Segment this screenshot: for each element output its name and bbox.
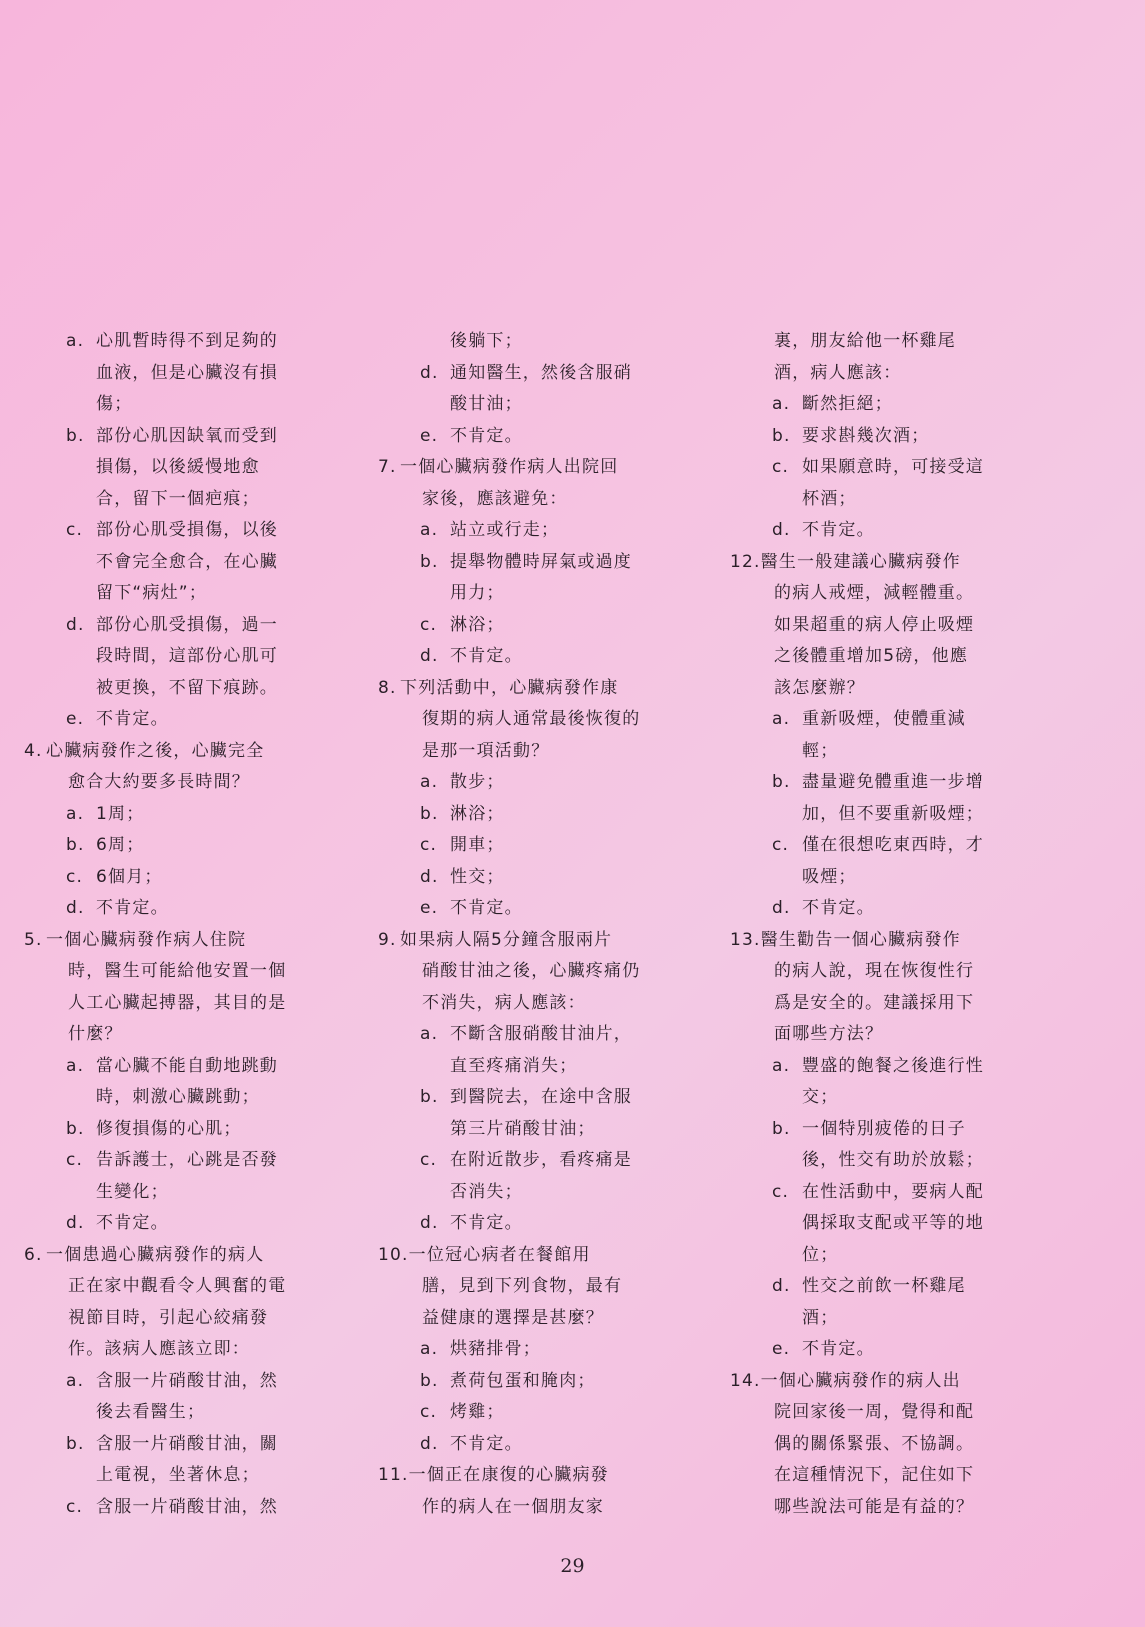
- question-continuation: [752, 578, 1070, 610]
- question-line: 4. 心臟病發作之後，心臟完全: [24, 740, 265, 761]
- option-line: [46, 1051, 364, 1083]
- option-line: [400, 358, 718, 390]
- option-continuation: [46, 389, 364, 421]
- option-line: [46, 515, 364, 547]
- option-label: d.: [420, 1213, 439, 1233]
- option-line: [400, 1429, 718, 1461]
- question-continuation: [752, 956, 1070, 988]
- question-line: 7. 一個心臟病發作病人出院回: [378, 457, 619, 477]
- line-text: 吸煙；: [802, 866, 857, 887]
- line-text: 酸甘油；: [450, 394, 523, 414]
- line-text: 部份心肌受損傷，過一: [96, 614, 278, 635]
- line-text: 被更換，不留下痕跡。: [96, 677, 278, 698]
- question-continuation: [46, 1019, 364, 1051]
- line-text: 不肯定。: [96, 898, 169, 918]
- line-text: 段時間，這部份心肌可: [96, 646, 278, 666]
- line-text: 在這種情況下，記住如下: [774, 1465, 975, 1485]
- option-label: c.: [420, 835, 438, 855]
- option-continuation: [752, 1082, 1070, 1114]
- question-continuation: [400, 704, 718, 736]
- option-label: c.: [772, 1181, 790, 1202]
- question-continuation: [752, 1397, 1070, 1429]
- line-text: 1周；: [96, 803, 145, 824]
- question-continuation: [752, 1429, 1070, 1461]
- line-text: 院回家後一周，覺得和配: [774, 1402, 975, 1422]
- question-number: 12.: [730, 551, 761, 572]
- line-text: 酒；: [802, 1307, 839, 1328]
- option-continuation: [400, 389, 718, 421]
- line-text: 含服一片硝酸甘油，然: [96, 1370, 278, 1391]
- line-text: 告訴護士，心跳是否發: [96, 1150, 278, 1170]
- option-line: [46, 1429, 364, 1461]
- line-text: 一個心臟病發作病人住院: [46, 929, 247, 950]
- option-line: [400, 1145, 718, 1177]
- option-line: [400, 1334, 718, 1366]
- line-text: 正在家中觀看令人興奮的電: [68, 1276, 287, 1296]
- option-line: [400, 767, 718, 799]
- option-label: b.: [420, 551, 439, 572]
- option-label: a.: [772, 1055, 791, 1076]
- line-text: 時，刺激心臟跳動；: [96, 1087, 260, 1107]
- option-line: [400, 421, 718, 453]
- line-text: 煮荷包蛋和腌肉；: [450, 1370, 596, 1391]
- option-line: [46, 421, 364, 453]
- line-text: 性交；: [450, 866, 505, 887]
- line-text: 心肌暫時得不到足夠的: [96, 331, 278, 351]
- option-label: d.: [66, 898, 85, 918]
- line-text: 的病人戒煙，減輕體重。: [774, 583, 975, 603]
- page-number: 29: [560, 1555, 585, 1577]
- line-text: 裏，朋友給他一杯雞尾: [774, 331, 956, 351]
- option-continuation: [400, 1051, 718, 1083]
- line-text: 站立或行走；: [450, 520, 560, 540]
- line-text: 位；: [802, 1244, 839, 1265]
- question-number: 11.: [378, 1465, 409, 1485]
- line-text: 輕；: [802, 740, 839, 761]
- question-continuation: [46, 1271, 364, 1303]
- line-text: 不消失，病人應該：: [422, 992, 586, 1013]
- question-continuation: [752, 641, 1070, 673]
- line-text: 6周；: [96, 835, 145, 855]
- option-line: [752, 893, 1070, 925]
- option-line: [400, 1366, 718, 1398]
- line-text: 用力；: [450, 583, 505, 603]
- option-continuation: [752, 1240, 1070, 1272]
- line-text: 不會完全愈合，在心臟: [96, 551, 278, 572]
- line-text: 不肯定。: [96, 709, 169, 729]
- question-continuation: [400, 484, 718, 516]
- line-text: 當心臟不能自動地跳動: [96, 1055, 278, 1076]
- line-text: 淋浴；: [450, 614, 505, 635]
- option-label: a.: [420, 1024, 439, 1044]
- option-label: a.: [66, 1055, 85, 1076]
- option-label: a.: [420, 520, 439, 540]
- line-text: 硝酸甘油之後，心臟疼痛仍: [422, 961, 641, 981]
- option-line: [46, 610, 364, 642]
- option-continuation: [400, 1177, 718, 1209]
- question-continuation: [752, 326, 1070, 358]
- option-line: [46, 893, 364, 925]
- line-text: 一個特別疲倦的日子: [802, 1118, 966, 1139]
- option-line: [46, 862, 364, 894]
- question-continuation: [46, 767, 364, 799]
- line-text: 酒，病人應該：: [774, 362, 902, 383]
- line-text: 到醫院去，在途中含服: [450, 1087, 632, 1107]
- option-line: [46, 1492, 364, 1524]
- option-continuation: [46, 1460, 364, 1492]
- line-text: 膳，見到下列食物，最有: [422, 1276, 623, 1296]
- line-text: 性交之前飲一杯雞尾: [802, 1276, 966, 1296]
- option-continuation: [752, 799, 1070, 831]
- line-text: 合，留下一個疤痕；: [96, 488, 260, 509]
- line-text: 是那一項活動？: [422, 740, 550, 761]
- line-text: 一位冠心病者在餐館用: [408, 1244, 591, 1265]
- line-text: 心臟病發作之後，心臟完全: [46, 740, 265, 761]
- line-text: 杯酒；: [802, 488, 857, 509]
- option-label: e.: [772, 1339, 791, 1359]
- question-continuation: [400, 1492, 718, 1524]
- question-continuation: [752, 1019, 1070, 1051]
- question-continuation: [752, 673, 1070, 705]
- option-label: c.: [420, 614, 438, 635]
- line-text: 之後體重增加5磅，他應: [774, 646, 969, 666]
- line-text: 盡量避免體重進一步增: [802, 772, 984, 792]
- option-continuation: [46, 484, 364, 516]
- line-text: 不肯定。: [450, 425, 523, 446]
- option-label: c.: [772, 457, 790, 477]
- line-text: 交；: [802, 1087, 839, 1107]
- option-label: c.: [772, 835, 790, 855]
- line-text: 一個正在康復的心臟病發: [408, 1465, 609, 1485]
- line-text: 提舉物體時屏氣或過度: [450, 551, 632, 572]
- question-number: 13.: [730, 929, 761, 950]
- option-line: [46, 1208, 364, 1240]
- line-text: 不肯定。: [450, 1433, 523, 1454]
- line-text: 生變化；: [96, 1181, 169, 1202]
- line-text: 6個月；: [96, 866, 163, 887]
- question-continuation: [752, 988, 1070, 1020]
- line-text: 復期的病人通常最後恢復的: [422, 709, 641, 729]
- line-text: 修復損傷的心肌；: [96, 1118, 242, 1139]
- option-continuation: [46, 673, 364, 705]
- option-label: a.: [66, 331, 85, 351]
- question-continuation: [46, 956, 364, 988]
- line-text: 直至疼痛消失；: [450, 1055, 578, 1076]
- option-line: [400, 1208, 718, 1240]
- option-label: b.: [66, 1118, 85, 1139]
- line-text: 一個心臟病發作的病人出: [760, 1370, 961, 1391]
- option-continuation: [46, 358, 364, 390]
- option-continuation: [752, 1208, 1070, 1240]
- line-text: 部份心肌受損傷，以後: [96, 520, 278, 540]
- line-text: 醫生一般建議心臟病發作: [760, 551, 961, 572]
- option-line: [752, 1114, 1070, 1146]
- column-3: [730, 326, 1070, 1523]
- option-line: [400, 1082, 718, 1114]
- option-line: [400, 1019, 718, 1051]
- question-number: 14.: [730, 1370, 761, 1391]
- line-text: 的病人說，現在恢復性行: [774, 961, 975, 981]
- option-line: [400, 830, 718, 862]
- line-text: 豐盛的飽餐之後進行性: [802, 1055, 984, 1076]
- option-label: d.: [772, 1276, 791, 1296]
- option-continuation: [46, 452, 364, 484]
- option-line: [400, 641, 718, 673]
- line-text: 視節目時，引起心絞痛發: [68, 1307, 269, 1328]
- option-label: d.: [420, 1433, 439, 1454]
- line-text: 如果病人隔5分鐘含服兩片: [400, 929, 613, 950]
- option-continuation: [752, 1145, 1070, 1177]
- line-text: 一個心臟病發作病人出院回: [400, 457, 619, 477]
- option-line: [46, 799, 364, 831]
- option-label: d.: [420, 362, 439, 383]
- question-line: 8. 下列活動中，心臟病發作康: [378, 677, 619, 698]
- line-text: 在附近散步，看疼痛是: [450, 1150, 632, 1170]
- line-text: 後，性交有助於放鬆；: [802, 1150, 984, 1170]
- option-continuation: [752, 1303, 1070, 1335]
- line-text: 不肯定。: [450, 646, 523, 666]
- option-line: [752, 515, 1070, 547]
- option-label: b.: [420, 803, 439, 824]
- line-text: 人工心臟起搏器，其目的是: [68, 992, 287, 1013]
- line-text: 不肯定。: [802, 520, 875, 540]
- option-line: [752, 1177, 1070, 1209]
- line-text: 損傷，以後緩慢地愈: [96, 457, 260, 477]
- option-label: d.: [66, 1213, 85, 1233]
- question-continuation: [400, 1271, 718, 1303]
- line-text: 一個患過心臟病發作的病人: [46, 1244, 265, 1265]
- line-text: 後去看醫生；: [96, 1402, 206, 1422]
- line-text: 如果願意時，可接受這: [802, 457, 984, 477]
- option-label: a.: [772, 709, 791, 729]
- option-continuation: [46, 578, 364, 610]
- option-line: [46, 326, 364, 358]
- line-text: 上電視，坐著休息；: [96, 1465, 260, 1485]
- option-label: d.: [420, 646, 439, 666]
- line-text: 斷然拒絕；: [802, 394, 893, 414]
- option-label: e.: [66, 709, 85, 729]
- option-continuation: [46, 1397, 364, 1429]
- line-text: 重新吸煙，使體重減: [802, 709, 966, 729]
- question-line: 9. 如果病人隔5分鐘含服兩片: [378, 929, 613, 950]
- option-line: [400, 893, 718, 925]
- line-text: 否消失；: [450, 1181, 523, 1202]
- option-label: b.: [66, 1433, 85, 1454]
- option-line: [400, 1397, 718, 1429]
- option-line: [46, 830, 364, 862]
- option-label: d.: [772, 520, 791, 540]
- option-line: [400, 547, 718, 579]
- option-label: a.: [420, 1339, 439, 1359]
- option-continuation: [752, 484, 1070, 516]
- line-text: 要求斟幾次酒；: [802, 425, 930, 446]
- line-text: 不肯定。: [450, 1213, 523, 1233]
- question-line: 5. 一個心臟病發作病人住院: [24, 929, 247, 950]
- option-label: b.: [420, 1370, 439, 1391]
- option-label: b.: [66, 835, 85, 855]
- option-continuation: [752, 862, 1070, 894]
- line-text: 哪些說法可能是有益的？: [774, 1496, 975, 1517]
- line-text: 什麼？: [68, 1024, 123, 1044]
- question-continuation: [46, 1303, 364, 1335]
- option-continuation: [46, 1177, 364, 1209]
- option-label: a.: [772, 394, 791, 414]
- option-label: d.: [66, 614, 85, 635]
- line-text: 通知醫生，然後含服硝: [450, 362, 632, 383]
- line-text: 如果超重的病人停止吸煙: [774, 614, 975, 635]
- option-line: [752, 830, 1070, 862]
- line-text: 第三片硝酸甘油；: [450, 1118, 596, 1139]
- line-text: 偶採取支配或平等的地: [802, 1213, 984, 1233]
- line-text: 愈合大約要多長時間？: [68, 772, 250, 792]
- option-line: [46, 704, 364, 736]
- question-continuation: [400, 956, 718, 988]
- line-text: 作。該病人應該立即：: [68, 1339, 250, 1359]
- question-continuation: [400, 736, 718, 768]
- option-line: [752, 767, 1070, 799]
- option-line: [752, 1334, 1070, 1366]
- option-label: c.: [66, 1496, 84, 1517]
- option-label: c.: [420, 1402, 438, 1422]
- column-2: [378, 326, 718, 1523]
- line-text: 該怎麼辦？: [774, 677, 865, 698]
- question-continuation: [46, 1334, 364, 1366]
- line-text: 含服一片硝酸甘油，然: [96, 1496, 278, 1517]
- option-line: [752, 389, 1070, 421]
- question-line: [730, 925, 1070, 957]
- line-text: 血液，但是心臟沒有損: [96, 362, 278, 383]
- option-label: c.: [420, 1150, 438, 1170]
- option-label: d.: [420, 866, 439, 887]
- option-label: e.: [420, 898, 439, 918]
- option-continuation: [752, 736, 1070, 768]
- option-line: [752, 452, 1070, 484]
- line-text: 不肯定。: [450, 898, 523, 918]
- line-text: 開車；: [450, 835, 505, 855]
- line-text: 時，醫生可能給他安置一個: [68, 961, 287, 981]
- option-continuation: [400, 326, 718, 358]
- line-text: 烤雞；: [450, 1402, 505, 1422]
- column-1: [24, 326, 364, 1523]
- line-text: 不肯定。: [802, 898, 875, 918]
- question-continuation: [752, 358, 1070, 390]
- question-continuation: [46, 988, 364, 1020]
- option-label: e.: [420, 425, 439, 446]
- line-text: 益健康的選擇是甚麼？: [422, 1307, 604, 1328]
- line-text: 醫生勸告一個心臟病發作: [760, 929, 961, 950]
- line-text: 爲是安全的。建議採用下: [774, 992, 975, 1013]
- option-line: [752, 1271, 1070, 1303]
- line-text: 偶的關係緊張、不協調。: [774, 1433, 975, 1454]
- line-text: 部份心肌因缺氧而受到: [96, 425, 278, 446]
- question-number: 10.: [378, 1244, 409, 1265]
- option-continuation: [400, 578, 718, 610]
- line-text: 烘豬排骨；: [450, 1339, 541, 1359]
- line-text: 不肯定。: [802, 1339, 875, 1359]
- option-label: d.: [772, 898, 791, 918]
- option-label: c.: [66, 1150, 84, 1170]
- option-continuation: [46, 641, 364, 673]
- line-text: 下列活動中，心臟病發作康: [400, 677, 619, 698]
- option-label: b.: [420, 1087, 439, 1107]
- question-line: [378, 1240, 718, 1272]
- option-line: [752, 1051, 1070, 1083]
- option-line: [400, 862, 718, 894]
- option-label: a.: [66, 1370, 85, 1391]
- option-label: c.: [66, 520, 84, 540]
- option-label: b.: [772, 425, 791, 446]
- line-text: 面哪些方法？: [774, 1024, 884, 1044]
- question-line: [730, 1366, 1070, 1398]
- line-text: 在性活動中，要病人配: [802, 1181, 984, 1202]
- line-text: 不斷含服硝酸甘油片，: [450, 1024, 632, 1044]
- question-continuation: [752, 1460, 1070, 1492]
- option-line: [400, 610, 718, 642]
- line-text: 加，但不要重新吸煙；: [802, 803, 984, 824]
- option-label: b.: [772, 772, 791, 792]
- question-line: 6. 一個患過心臟病發作的病人: [24, 1244, 265, 1265]
- option-line: [46, 1114, 364, 1146]
- option-label: c.: [66, 866, 84, 887]
- line-text: 家後，應該避免：: [422, 488, 568, 509]
- line-text: 後躺下；: [450, 331, 523, 351]
- option-label: a.: [420, 772, 439, 792]
- option-line: [752, 704, 1070, 736]
- line-text: 傷；: [96, 394, 133, 414]
- line-text: 僅在很想吃東西時，才: [802, 835, 984, 855]
- option-continuation: [46, 1082, 364, 1114]
- option-label: b.: [66, 425, 85, 446]
- line-text: 作的病人在一個朋友家: [422, 1496, 604, 1517]
- question-continuation: [752, 610, 1070, 642]
- line-text: 留下“病灶”；: [96, 583, 208, 603]
- option-line: [400, 799, 718, 831]
- line-text: 含服一片硝酸甘油，關: [96, 1433, 278, 1454]
- line-text: 淋浴；: [450, 803, 505, 824]
- option-line: [46, 1145, 364, 1177]
- option-label: b.: [772, 1118, 791, 1139]
- question-line: [378, 1460, 718, 1492]
- line-text: 不肯定。: [96, 1213, 169, 1233]
- question-continuation: [752, 1492, 1070, 1524]
- option-continuation: [46, 547, 364, 579]
- option-continuation: [400, 1114, 718, 1146]
- question-continuation: [400, 988, 718, 1020]
- question-line: [730, 547, 1070, 579]
- line-text: 散步；: [450, 772, 505, 792]
- option-line: [752, 421, 1070, 453]
- option-line: [46, 1366, 364, 1398]
- option-line: [400, 515, 718, 547]
- option-label: a.: [66, 803, 85, 824]
- question-continuation: [400, 1303, 718, 1335]
